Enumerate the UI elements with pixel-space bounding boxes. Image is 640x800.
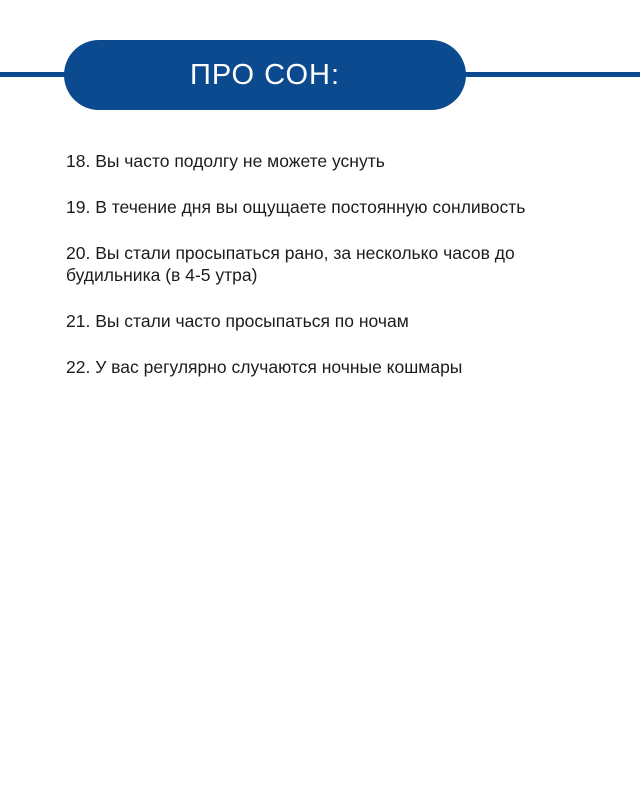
header-banner <box>64 40 466 110</box>
list-item: 18. Вы часто подолгу не можете уснуть <box>66 151 385 171</box>
list-item: 20. Вы стали просыпаться рано, за несколько часов до будильника (в 4-5 утра) <box>66 243 515 285</box>
page-title: ПРО СОН: <box>189 58 341 91</box>
list-item: 19. В течение дня вы ощущаете постоянную сонливость <box>66 197 526 217</box>
list-item: 22. У вас регулярно случаются ночные кошмары <box>66 357 463 377</box>
list-item: 21. Вы стали часто просыпаться по ночам <box>66 311 409 331</box>
symptom-list <box>66 150 566 402</box>
